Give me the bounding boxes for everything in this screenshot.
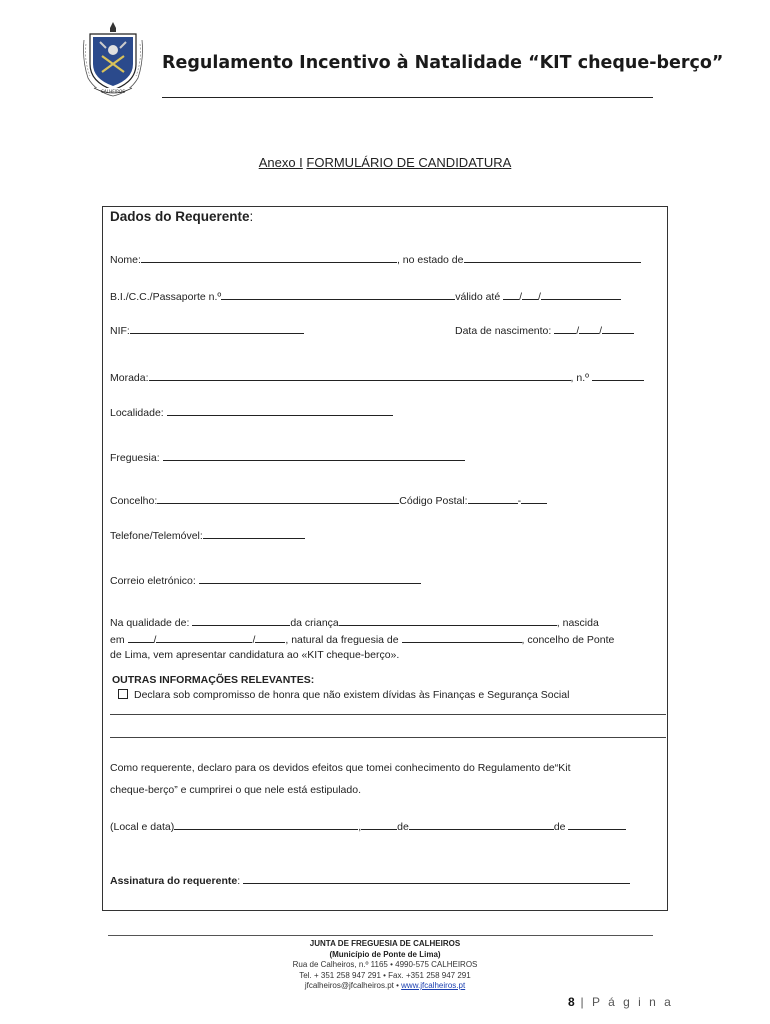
footer-separator: • — [396, 981, 399, 990]
annex-label: Anexo I — [258, 155, 303, 170]
local-data-row: (Local e data) , de de — [110, 819, 626, 833]
observations-line-1[interactable] — [110, 714, 666, 715]
day-field[interactable] — [361, 819, 397, 830]
footer-website-link[interactable]: www.jfcalheiros.pt — [401, 981, 466, 990]
nascida-label: , nascida — [556, 617, 599, 629]
email-label: Correio eletrónico: — [110, 575, 196, 587]
natural-freguesia-label: , natural da freguesia de — [285, 634, 399, 646]
valido-month-field[interactable] — [522, 289, 538, 300]
valido-label: válido até — [455, 291, 501, 303]
qualidade-line-2: em / / , natural da freguesia de , concelho de Ponte — [110, 634, 615, 646]
footer-phone: Tel. + 351 258 947 291 • Fax. +351 258 947 291 — [299, 970, 471, 980]
nascimento-month-field[interactable] — [579, 323, 599, 334]
morada-row — [110, 370, 644, 384]
birth-year-field[interactable] — [255, 632, 285, 643]
local-label: (Local e data) — [110, 821, 175, 833]
numero-field[interactable] — [592, 370, 644, 381]
form-title: FORMULÁRIO DE CANDIDATURA — [306, 155, 512, 170]
localidade-field[interactable] — [167, 405, 393, 416]
declara-checkbox[interactable] — [118, 689, 128, 699]
assinatura-colon: : — [237, 875, 241, 887]
local-field[interactable] — [174, 819, 358, 830]
bi-label: B.I./C.C./Passaporte n.º — [110, 291, 222, 303]
nif-label: NIF: — [110, 325, 130, 337]
crianca-label: da criança — [290, 617, 339, 629]
page-number-value: 8 — [568, 995, 575, 1009]
page-number — [568, 995, 673, 1009]
valido-year-field[interactable] — [541, 289, 621, 300]
footer-municipality: (Município de Ponte de Lima) — [329, 949, 441, 959]
postal-code-part2-field[interactable] — [521, 493, 547, 504]
month-field[interactable] — [409, 819, 554, 830]
footer-contacts — [0, 981, 770, 992]
localidade-label: Localidade: — [110, 407, 164, 419]
concelho-ponte-label: , concelho de Ponte — [521, 634, 615, 646]
estado-civil-field[interactable] — [464, 252, 641, 263]
telefone-row — [110, 528, 305, 542]
em-label: em — [110, 634, 125, 646]
freguesia-label: Freguesia: — [110, 452, 160, 464]
section-title: Dados do Requerente: — [110, 209, 254, 224]
estado-label: , no estado de — [396, 254, 464, 266]
title-divider — [162, 97, 653, 98]
crianca-name-field[interactable] — [339, 615, 557, 626]
observations-line-2[interactable] — [110, 737, 666, 738]
concelho-row: Concelho: Código Postal: - — [110, 493, 547, 507]
declaro-line-1: Como requerente, declaro para os devidos efeitos que tomei conhecimento do Regulamento de“Kit — [110, 762, 571, 774]
footer-org-name: JUNTA DE FREGUESIA DE CALHEIROS — [309, 939, 461, 948]
footer-email[interactable]: jfcalheiros@jfcalheiros.pt — [304, 981, 394, 990]
concelho-label: Concelho: — [110, 495, 158, 507]
freguesia-field[interactable] — [163, 450, 465, 461]
qualidade-label: Na qualidade de: — [110, 617, 190, 629]
telefone-label: Telefone/Telemóvel: — [110, 530, 203, 542]
nascimento-day-field[interactable] — [554, 323, 576, 334]
codigo-postal-label: Código Postal: — [399, 495, 468, 507]
natural-freguesia-field[interactable] — [402, 632, 522, 643]
numero-label: , n.º — [570, 372, 589, 384]
nascimento-group: Data de nascimento: / / — [455, 323, 634, 337]
nascimento-label: Data de nascimento: — [455, 325, 552, 337]
page-label: | P á g i n a — [580, 995, 674, 1009]
bi-row: B.I./C.C./Passaporte n.º válido até / / — [110, 289, 621, 303]
morada-label: Morada: — [110, 372, 149, 384]
bi-number-field[interactable] — [221, 289, 455, 300]
email-row — [110, 573, 421, 587]
qualidade-line-3: de Lima, vem apresentar candidatura ao «KIT cheque-berço». — [110, 649, 400, 661]
concelho-field[interactable] — [157, 493, 399, 504]
footer-block — [0, 939, 770, 992]
footer-address: Rua de Calheiros, n.º 1165 • 4990-575 CALHEIROS — [292, 960, 478, 969]
nif-row — [110, 323, 304, 337]
footer-divider — [108, 935, 653, 936]
declara-row — [118, 689, 569, 701]
form-heading — [0, 155, 770, 170]
telefone-field[interactable] — [203, 528, 305, 539]
application-form-box — [102, 206, 668, 911]
birth-month-field[interactable] — [156, 632, 252, 643]
assinatura-field[interactable] — [243, 873, 630, 884]
nif-field[interactable] — [130, 323, 304, 334]
declara-text: Declara sob compromisso de honra que não existem dívidas às Finanças e Segurança Social — [134, 689, 570, 701]
declaro-line-2: cheque-berço” e cumprirei o que nele está estipulado. — [110, 784, 361, 796]
birth-day-field[interactable] — [128, 632, 154, 643]
morada-field[interactable] — [149, 370, 571, 381]
de-label-2: de — [553, 821, 566, 833]
crest-text: CALHEIROS — [100, 89, 126, 94]
de-label-1: de — [397, 821, 409, 833]
nascimento-year-field[interactable] — [602, 323, 634, 334]
document-title: Regulamento Incentivo à Natalidade “KIT cheque-berço” — [162, 53, 724, 73]
assinatura-label: Assinatura do requerente — [110, 875, 238, 887]
freguesia-row — [110, 450, 465, 464]
qualidade-field[interactable] — [192, 615, 290, 626]
nome-row — [110, 252, 641, 266]
postal-code-part1-field[interactable] — [468, 493, 518, 504]
valido-day-field[interactable] — [503, 289, 519, 300]
year-field[interactable] — [568, 819, 626, 830]
outras-informacoes-title: OUTRAS INFORMAÇÕES RELEVANTES: — [112, 674, 315, 686]
localidade-row — [110, 405, 393, 419]
nome-label: Nome: — [110, 254, 141, 266]
parish-coat-of-arms-icon — [80, 20, 146, 98]
qualidade-line-1 — [110, 615, 599, 629]
assinatura-row — [110, 873, 630, 887]
nome-field[interactable] — [141, 252, 397, 263]
email-field[interactable] — [199, 573, 421, 584]
